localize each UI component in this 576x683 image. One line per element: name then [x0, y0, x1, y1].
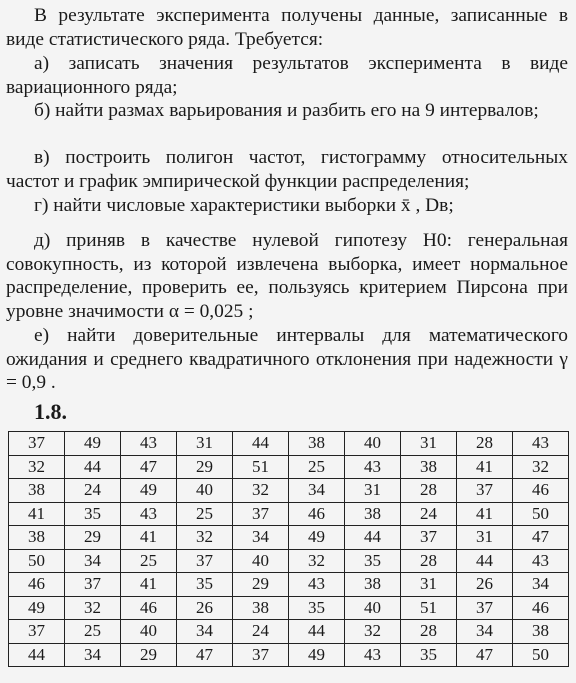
table-cell: 25: [121, 549, 177, 573]
table-cell: 43: [121, 502, 177, 526]
table-cell: 40: [345, 596, 401, 620]
task-item-e: д) приняв в качестве нулевой гипотезу H0: генеральная совокупность, из которой извлечена выборка, имеет нормальное распределение, проверить ее, пользуясь критерием Пирсона при уровне значимости α = 0,025 ;: [6, 230, 568, 322]
table-cell: 34: [65, 643, 121, 667]
task-item-a: а) записать значения результатов эксперимента в виде вариационного ряда;: [6, 53, 568, 98]
table-cell: 35: [345, 549, 401, 573]
table-cell: 37: [457, 596, 513, 620]
table-cell: 37: [233, 502, 289, 526]
table-cell: 37: [9, 432, 65, 456]
table-cell: 31: [345, 479, 401, 503]
table-cell: 47: [457, 643, 513, 667]
table-cell: 35: [65, 502, 121, 526]
table-cell: 32: [65, 596, 121, 620]
table-cell: 26: [457, 573, 513, 597]
table-row: [9, 596, 569, 620]
table-cell: 46: [121, 596, 177, 620]
table-cell: 29: [65, 526, 121, 550]
table-cell: 47: [121, 455, 177, 479]
table-cell: 37: [401, 526, 457, 550]
table-cell: 37: [9, 620, 65, 644]
task-item-b: б) найти размах варьирования и разбить его на 9 интервалов;: [34, 100, 539, 121]
table-cell: 32: [289, 549, 345, 573]
problem-number: 1.8.: [34, 399, 67, 424]
table-cell: 26: [177, 596, 233, 620]
table-row: [9, 479, 569, 503]
table-cell: 43: [289, 573, 345, 597]
table-cell: 31: [401, 432, 457, 456]
table-cell: 35: [177, 573, 233, 597]
table-cell: 44: [457, 549, 513, 573]
table-cell: 44: [9, 643, 65, 667]
table-cell: 46: [289, 502, 345, 526]
table-cell: 32: [513, 455, 569, 479]
table-cell: 40: [177, 479, 233, 503]
table-row: [9, 620, 569, 644]
intro-text: В результате эксперимента получены данные, записанные в виде статистического ряда. Требуется:: [6, 5, 568, 50]
table-cell: 50: [513, 502, 569, 526]
table-cell: 37: [65, 573, 121, 597]
table-row: [9, 643, 569, 667]
table-cell: 47: [177, 643, 233, 667]
table-cell: 32: [177, 526, 233, 550]
table-cell: 40: [121, 620, 177, 644]
table-cell: 44: [65, 455, 121, 479]
table-cell: 46: [9, 573, 65, 597]
table-cell: 43: [513, 432, 569, 456]
table-cell: 50: [513, 643, 569, 667]
table-cell: 44: [289, 620, 345, 644]
table-cell: 24: [401, 502, 457, 526]
table-cell: 38: [401, 455, 457, 479]
table-cell: 49: [289, 526, 345, 550]
table-cell: 35: [289, 596, 345, 620]
table-cell: 37: [457, 479, 513, 503]
table-cell: 43: [345, 455, 401, 479]
table-cell: 41: [121, 526, 177, 550]
table-cell: 29: [177, 455, 233, 479]
table-cell: 34: [289, 479, 345, 503]
table-cell: 38: [233, 596, 289, 620]
table-cell: 49: [121, 479, 177, 503]
table-cell: 28: [457, 432, 513, 456]
table-cell: 24: [233, 620, 289, 644]
sample-data-table: [8, 431, 569, 667]
table-cell: 28: [401, 479, 457, 503]
table-cell: 32: [9, 455, 65, 479]
table-cell: 29: [121, 643, 177, 667]
table-cell: 34: [513, 573, 569, 597]
table-cell: 32: [233, 479, 289, 503]
table-cell: 49: [9, 596, 65, 620]
table-cell: 37: [177, 549, 233, 573]
table-cell: 44: [233, 432, 289, 456]
table-cell: 25: [177, 502, 233, 526]
table-cell: 32: [345, 620, 401, 644]
table-cell: 29: [233, 573, 289, 597]
table-cell: 51: [401, 596, 457, 620]
table-cell: 46: [513, 596, 569, 620]
table-cell: 38: [9, 526, 65, 550]
table-cell: 37: [233, 643, 289, 667]
table-cell: 43: [121, 432, 177, 456]
table-cell: 31: [401, 573, 457, 597]
table-cell: 43: [345, 643, 401, 667]
table-cell: 50: [9, 549, 65, 573]
table-cell: 34: [233, 526, 289, 550]
table-cell: 41: [457, 502, 513, 526]
table-cell: 35: [401, 643, 457, 667]
table-cell: 44: [345, 526, 401, 550]
table-cell: 38: [289, 432, 345, 456]
table-cell: 38: [9, 479, 65, 503]
table-cell: 31: [177, 432, 233, 456]
table-cell: 34: [65, 549, 121, 573]
table-cell: 28: [401, 549, 457, 573]
table-cell: 41: [121, 573, 177, 597]
table-row: [9, 526, 569, 550]
table-cell: 31: [457, 526, 513, 550]
table-cell: 41: [457, 455, 513, 479]
table-row: [9, 502, 569, 526]
table-cell: 28: [401, 620, 457, 644]
table-cell: 40: [233, 549, 289, 573]
task-item-c: в) построить полигон частот, гистограмму относительных частот и график эмпирической функции распределения;: [6, 147, 568, 192]
table-cell: 43: [513, 549, 569, 573]
table-row: [9, 455, 569, 479]
task-item-f: е) найти доверительные интервалы для математического ожидания и среднего квадратичного отклонения при надежности γ = 0,9 .: [6, 325, 568, 394]
table-cell: 38: [513, 620, 569, 644]
table-cell: 38: [345, 573, 401, 597]
table-cell: 46: [513, 479, 569, 503]
table-row: [9, 549, 569, 573]
table-cell: 49: [289, 643, 345, 667]
table-cell: 38: [345, 502, 401, 526]
table-cell: 40: [345, 432, 401, 456]
table-cell: 34: [177, 620, 233, 644]
table-cell: 51: [233, 455, 289, 479]
table-cell: 49: [65, 432, 121, 456]
table-cell: 25: [65, 620, 121, 644]
table-cell: 24: [65, 479, 121, 503]
table-cell: 25: [289, 455, 345, 479]
task-item-d: г) найти числовые характеристики выборки x̄ , Dв;: [34, 195, 454, 216]
table-cell: 34: [457, 620, 513, 644]
table-row: [9, 432, 569, 456]
table-row: [9, 573, 569, 597]
table-cell: 41: [9, 502, 65, 526]
table-cell: 47: [513, 526, 569, 550]
